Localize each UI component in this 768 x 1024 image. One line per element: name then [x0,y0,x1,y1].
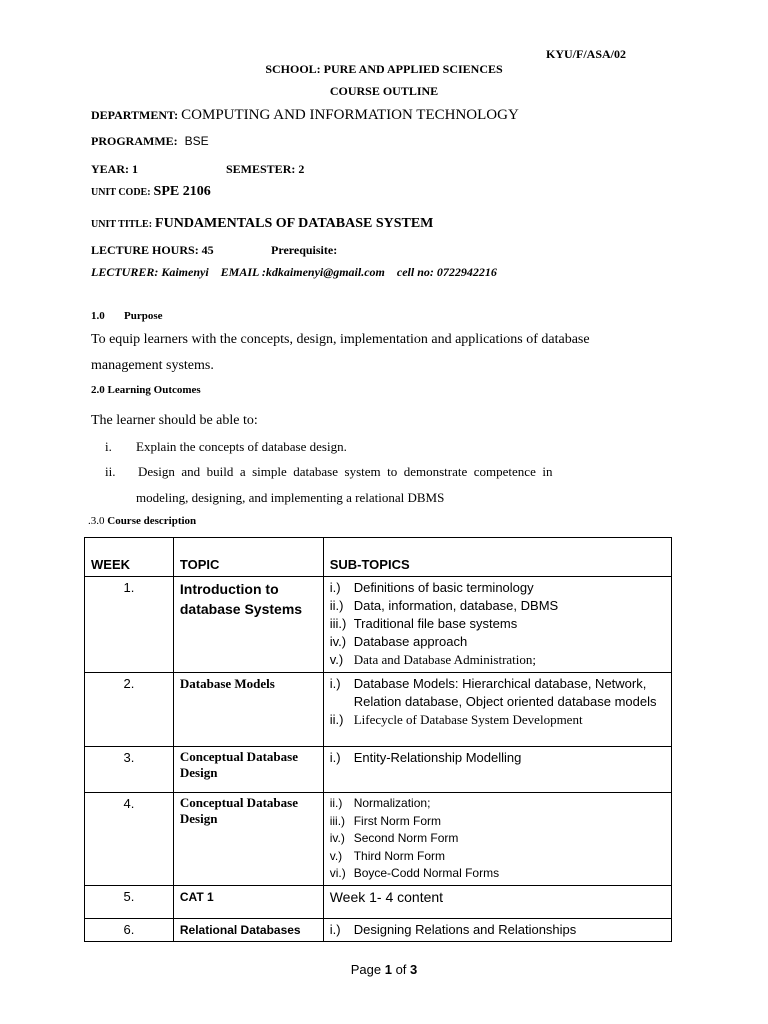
week-cell: 6. [85,918,174,941]
course-description-title: Course description [107,515,197,527]
department-value: COMPUTING AND INFORMATION TECHNOLOGY [181,107,519,123]
programme-value: BSE [184,134,209,148]
course-description-heading [88,515,196,527]
course-description-table [84,537,672,942]
school-heading: SCHOOL: PURE AND APPLIED SCIENCES [265,62,503,76]
list-item: iv.) Database approach [329,634,468,649]
lecture-hours: LECTURE HOURS: 45 [91,243,214,257]
list-item: iv.) Second Norm Form [329,831,459,845]
topic-cell: Introduction to database Systems [173,577,323,673]
topic-cell: Database Models [173,673,323,747]
outcomes-intro: The learner should be able to: [91,413,258,428]
list-item: ii.) Lifecycle of Database System Development [329,712,583,727]
week-cell: 4. [85,793,174,886]
topic-cell: Conceptual Database Design [173,747,323,793]
prerequisite-label: Prerequisite: [271,243,338,257]
programme-label: PROGRAMME: [91,134,178,148]
list-item: iii.) Traditional file base systems [329,616,518,631]
unit-code-label: UNIT CODE: [91,187,151,198]
outcome-2-text-line2: modeling, designing, and implementing a relational DBMS [136,490,445,505]
table-row [85,918,672,941]
table-row [85,673,672,747]
department-row [91,107,519,124]
list-item: i.) Designing Relations and Relationships [329,921,577,937]
year-label: YEAR: 1 [91,162,138,176]
outcome-2-text-line1: Design and build a simple database system to demonstrate competence in [138,464,553,479]
header-subtopics: SUB-TOPICS [323,538,671,577]
lecturer-line: LECTURER: Kaimenyi EMAIL :kdkaimenyi@gmail.com cell no: 0722942216 [91,265,497,279]
outcome-1-text: Explain the concepts of database design. [136,439,347,454]
week-cell: 1. [85,577,174,673]
list-item: ii.) Data, information, database, DBMS [329,598,559,613]
list-item: vi.) Boyce-Codd Normal Forms [329,866,500,880]
topic-cell: CAT 1 [173,885,323,918]
table-row [85,885,672,918]
table-row [85,577,672,673]
week-cell: 3. [85,747,174,793]
table-header-row [85,538,672,577]
week-cell: 2. [85,673,174,747]
subtopics-cell [323,918,671,941]
topic-cell: Conceptual Database Design [173,793,323,886]
header-week: WEEK [85,538,174,577]
unit-code-value: SPE 2106 [153,184,211,199]
unit-title-row [91,216,433,232]
unit-title-value: FUNDAMENTALS OF DATABASE SYSTEM [155,216,434,231]
semester-label: SEMESTER: 2 [226,162,305,176]
outcomes-heading: 2.0 Learning Outcomes [91,384,201,396]
unit-title-label: UNIT TITLE: [91,219,153,230]
list-item: i.) Entity-Relationship Modelling [329,750,522,765]
outcome-1-number: i. [105,439,112,454]
course-outline-heading: COURSE OUTLINE [329,84,439,98]
week-cell: 5. [85,885,174,918]
table-row [85,793,672,886]
list-item: iii.) First Norm Form [329,813,442,828]
list-item: i.) Definitions of basic terminology [329,580,534,595]
table-row [85,747,672,793]
document-code: KYU/F/ASA/02 [545,47,626,61]
list-item: i.) Database Models: Hierarchical database, Network, Relation database, Object oriented database models [329,676,657,709]
purpose-text-line2: management systems. [91,358,214,373]
outcome-2-number: ii. [105,464,116,479]
department-label: DEPARTMENT: [91,108,179,122]
purpose-number: 1.0 [91,310,105,322]
purpose-heading: Purpose [124,310,163,322]
subtopics-cell [323,673,671,747]
list-item: v.) Third Norm Form [329,848,446,863]
list-item: ii.) Normalization; [329,796,431,810]
purpose-text-line1: To equip learners with the concepts, design, implementation and applications of database [91,332,590,347]
topic-cell: Relational Databases [173,918,323,941]
programme-row [91,134,209,149]
subtopics-cell [323,793,671,886]
course-description-prefix: .3.0 [88,515,105,527]
subtopics-cell [323,577,671,673]
list-item: v.) Data and Database Administration; [329,652,537,667]
page-number: Page 1 of 3 [350,962,418,977]
subtopics-cell [323,747,671,793]
subtopics-cell: Week 1- 4 content [323,885,671,918]
unit-code-row [91,184,211,200]
header-topic: TOPIC [173,538,323,577]
